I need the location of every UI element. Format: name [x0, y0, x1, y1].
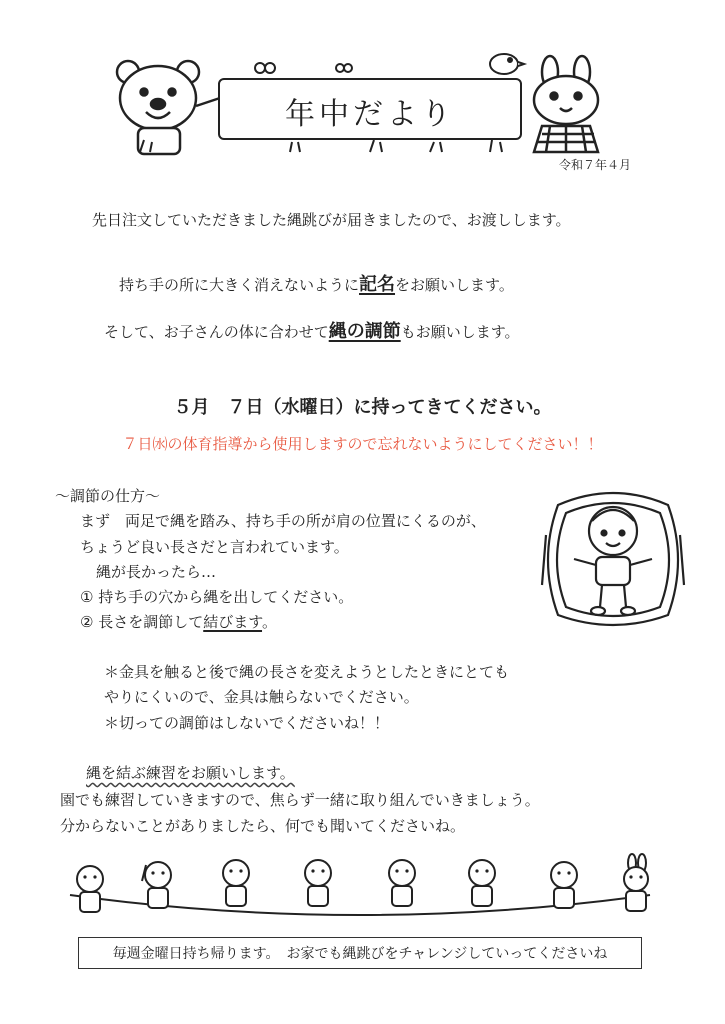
intro-text: 先日注文していただきました縄跳びが届きましたので、お渡しします。	[92, 211, 571, 229]
jumping-child-icon	[538, 485, 688, 635]
adjust-request: そして、お子さんの体に合わせて縄の調節もお願いします。	[104, 321, 520, 342]
adjust-heading: ～調節の仕方～	[55, 487, 161, 505]
pickup-date: ５月 ７日（水曜日）に持ってきてください。	[173, 397, 552, 418]
practice-heading: 縄を結ぶ練習をお願いします。	[86, 764, 295, 782]
animal-row-icon	[50, 855, 670, 925]
issue-date: 令和７年４月	[558, 158, 631, 172]
practice-line-2: 分からないことがありましたら、何でも聞いてくださいね。	[60, 817, 466, 835]
note-3: ＊切っての調節はしないでくださいね！！	[104, 714, 390, 732]
adjust-line-2: ちょうど良い長さだと言われています。	[80, 538, 349, 556]
adjust-line-1: まず 両足で縄を踏み、持ち手の所が肩の位置にくるのが、	[80, 512, 486, 530]
flower-icon	[240, 60, 500, 76]
name-emphasis: 記名	[359, 274, 396, 295]
note-2: やりにくいので、金具は触らないでください。	[104, 688, 419, 706]
adjust-emphasis: 縄の調節	[328, 321, 401, 342]
footer-box	[78, 937, 642, 969]
title-banner	[218, 78, 522, 140]
warning-text: ７日㈬の体育指導から使用しますので忘れないようにしてください！！	[122, 435, 603, 453]
grass-icon	[130, 136, 590, 156]
footer-text: 毎週金曜日持ち帰ります。 お家でも縄跳びをチャレンジしていってくださいね	[112, 946, 608, 962]
note-1: ＊金具を触ると後で縄の長さを変えようとしたときにとても	[104, 663, 510, 681]
practice-line-1: 園でも練習していきますので、焦らず一緒に取り組んでいきましょう。	[60, 791, 540, 809]
name-request: 持ち手の所に大きく消えないように記名をお願いします。	[119, 274, 514, 295]
adjust-step-1: ① 持ち手の穴から縄を出してください。	[80, 588, 354, 606]
adjust-line-3: 縄が長かったら…	[96, 563, 217, 581]
adjust-step-2: ② 長さを調節して結びます。	[80, 613, 278, 631]
page-title: 年中だより	[285, 97, 455, 132]
